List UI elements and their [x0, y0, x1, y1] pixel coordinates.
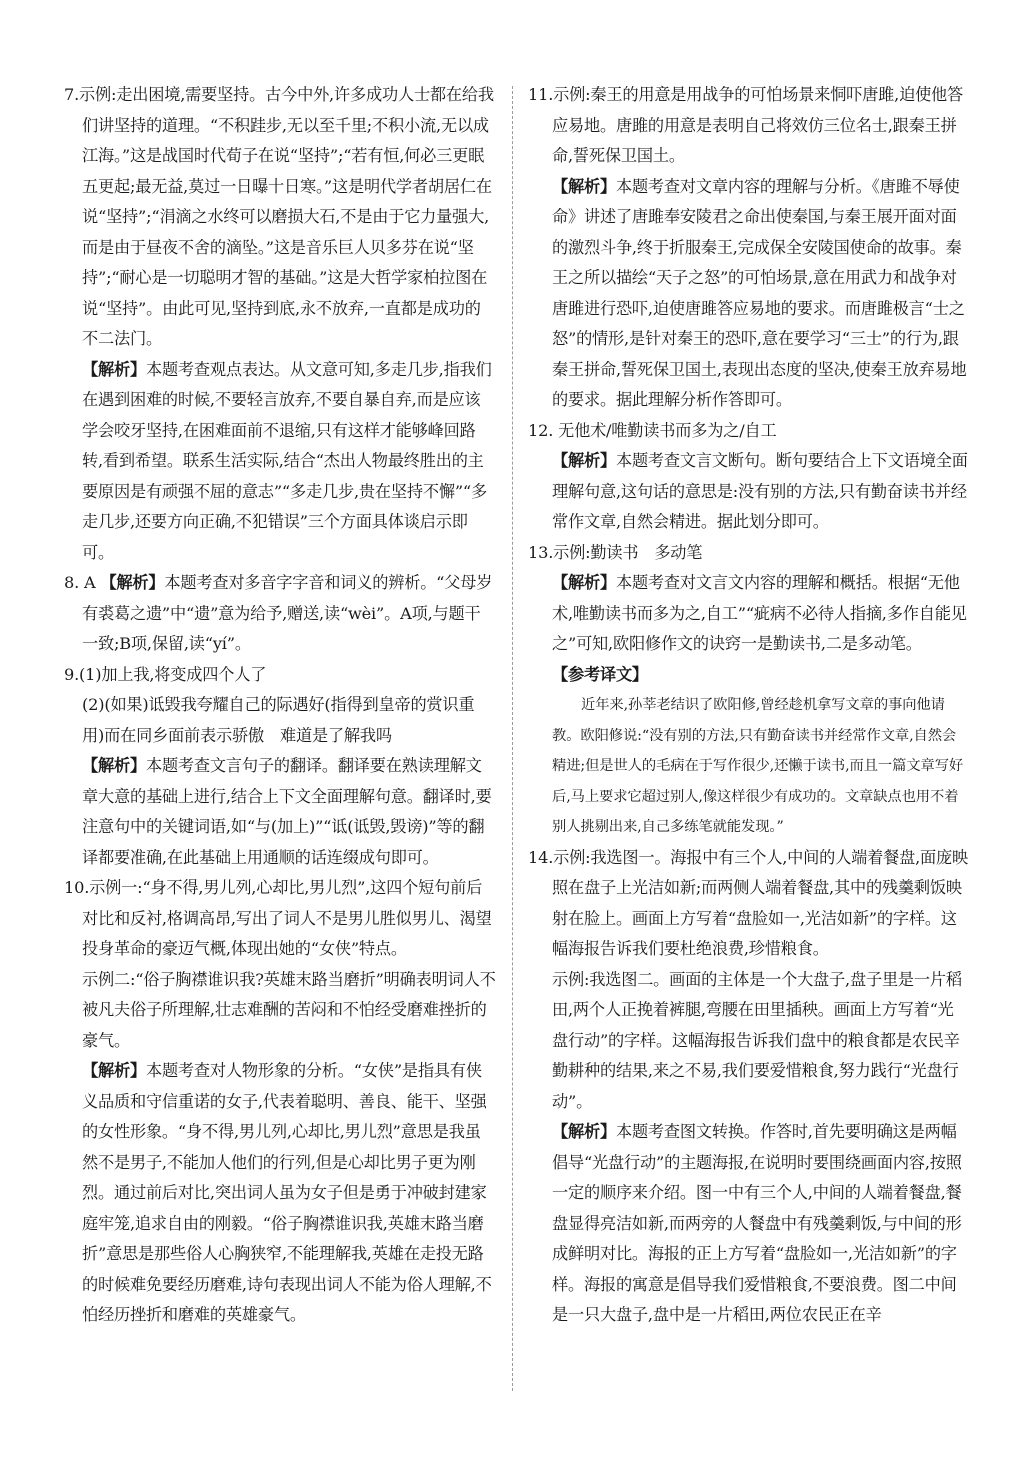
answer-7-analysis — [64, 355, 496, 569]
answer-8 — [64, 568, 496, 660]
answer-12-analysis — [528, 446, 968, 538]
analysis-text: 本题考查对文章内容的理解与分析。《唐雎不辱使命》讲述了唐雎奉安陵君之命出使秦国,与秦王展开面对面的激烈斗争,终于折服秦王,完成保全安陵国使命的故事。秦王之所以描绘“天子之怒”的可怕场景,意在用武力和战争对唐雎进行恐吓,迫使唐雎答应易地的要求。而唐雎极言“士之怒”的情形,是针对秦王的恐吓,意在要学习“三士”的行为,跟秦王拼命,誓死保卫国土,表现出态度的坚决,使秦王放弃易地的要求。据此理解分析作答即可。 — [552, 176, 967, 409]
translation-title: 【参考译文】 — [552, 664, 648, 684]
answer-11 — [528, 80, 968, 416]
analysis-text: 本题考查观点表达。从文意可知,多走几步,指我们在遇到困难的时候,不要轻言放弃,不要自暴自弃,而是应该学会咬牙坚持,在困难面前不退缩,只有这样才能够峰回路转,看到希望。联系生活实际,结合“杰出人物最终胜出的主要原因是有顽强不屈的意志”“多走几步,贵在坚持不懈”“多走几步,还要方向正确,不犯错误”三个方面具体谈启示即可。 — [82, 359, 492, 562]
translation-text: 近年来,孙莘老结识了欧阳修,曾经趁机拿写文章的事向他请教。欧阳修说:“没有别的方法,只有勤奋读书并经常作文章,自然会精进;但是世人的毛病在于写作很少,还懒于读书,而且一篇文章写好后,马上要求它超过别人,像这样很少有成功的。文章缺点也用不着别人挑剔出来,自己多练笔就能发现。” — [552, 697, 964, 835]
answer-9 — [64, 660, 496, 874]
answer-9-line1: 9.(1)加上我,将变成四个人了 — [64, 664, 267, 684]
analysis-text: 本题考查对人物形象的分析。“女侠”是指具有侠义品质和守信重诺的女子,代表着聪明、善良、能干、坚强的女性形象。“身不得,男儿列,心却比,男儿烈”意思是我虽然不是男子,不能加人他们的行列,但是心却比男子更为刚烈。通过前后对比,突出词人虽为女子但是勇于冲破封建家庭牢笼,追求自由的刚毅。“俗子胸襟谁识我,英雄末路当磨折”意思是那些俗人心胸狭窄,不能理解我,英雄在走投无路的时候难免要经历磨难,诗句表现出词人不能为俗人理解,不怕经历挫折和磨难的英雄豪气。 — [82, 1061, 492, 1324]
answer-10 — [64, 873, 496, 1331]
answer-14 — [528, 843, 968, 1331]
answer-11-analysis — [528, 172, 968, 416]
answer-14-example2: 示例:我选图二。画面的主体是一个大盘子,盘子里是一片稻田,两个人正挽着裤腿,弯腰在田里插秧。画面上方写着“光盘行动”的字样。这幅海报告诉我们盘中的粮食都是农民辛勤耕种的结果,来之不易,我们要爱惜粮食,努力践行“光盘行动”。 — [552, 969, 962, 1111]
answer-9-analysis — [64, 751, 496, 873]
answer-10-example1: 10.示例一:“身不得,男儿列,心却比,男儿烈”,这四个短句前后对比和反衬,格调高昂,写出了词人不是男儿胜似男儿、渴望投身革命的豪迈气概,体现出她的“女侠”特点。 — [64, 878, 492, 958]
answer-10-example2: 示例二:“俗子胸襟谁识我?英雄末路当磨折”明确表明词人不被凡夫俗子所理解,壮志难酬的苦闷和不怕经受磨难挫折的豪气。 — [82, 969, 496, 1050]
analysis-tag: 【解析】 — [552, 451, 616, 470]
analysis-text: 本题考查文言文断句。断句要结合上下文语境全面理解句意,这句话的意思是:没有别的方法,只有勤奋读书并经常作文章,自然会精进。据此划分即可。 — [552, 451, 968, 531]
analysis-tag: 【解析】 — [82, 1061, 146, 1080]
answer-11-text: 11.示例:秦王的用意是用战争的可怕场景来恫吓唐雎,迫使他答应易地。唐雎的用意是表明自己将效仿三位名士,跟秦王拼命,誓死保卫国土。 — [528, 85, 964, 165]
left-column — [64, 80, 496, 1331]
analysis-text: 本题考查对多音字字音和词义的辨析。“父母岁有裘葛之遗”中“遗”意为给予,赠送,读“wèi”。A项,与题干一致;B项,保留,读“yí”。 — [82, 573, 493, 653]
answer-7-text: 7.示例:走出困境,需要坚持。古今中外,许多成功人士都在给我们讲坚持的道理。“不积跬步,无以至千里;不积小流,无以成江海。”这是战国时代荀子在说“坚持”;“若有恒,何必三更眠五更起;最无益,莫过一日曝十日寒。”这是明代学者胡居仁在说“坚持”;“涓滴之水终可以磨损大石,不是由于它力量强大,而是由于昼夜不舍的滴坠。”这是音乐巨人贝多芬在说“坚持”;“耐心是一切聪明才智的基础。”这是大哲学家柏拉图在说“坚持”。由此可见,坚持到底,永不放弃,一直都是成功的不二法门。 — [64, 85, 494, 348]
answer-13 — [528, 538, 968, 843]
answer-12 — [528, 416, 968, 538]
analysis-text: 本题考查对文言文内容的理解和概括。根据“无他术,唯勤读书而多为之,自工”“疵病不必待人指摘,多作自能见之”可知,欧阳修作文的诀窍一是勤读书,二是多动笔。 — [552, 573, 967, 653]
right-column — [528, 80, 968, 1331]
answer-14-analysis — [528, 1117, 968, 1331]
answer-9-line2-text: (2)(如果)诋毁我夸耀自己的际遇好(指得到皇帝的赏识重用)而在同乡面前表示骄傲 难道是了解我吗 — [82, 695, 475, 745]
answer-14-example1: 14.示例:我选图一。海报中有三个人,中间的人端着餐盘,面庞映照在盘子上光洁如新;而两侧人端着餐盘,其中的残羹剩饭映射在脸上。画面上方写着“盘脸如一,光洁如新”的字样。这幅海报告诉我们要杜绝浪费,珍惜粮食。 — [528, 847, 968, 958]
answer-13-analysis — [528, 568, 968, 660]
analysis-text: 本题考查图文转换。作答时,首先要明确这是两幅倡导“光盘行动”的主题海报,在说明时要围绕画面内容,按照一定的顺序来介绍。图一中有三个人,中间的人端着餐盘,餐盘显得亮洁如新,而两旁的人餐盘中有残羹剩饭,与中间的形成鲜明对比。海报的正上方写着“盘脸如一,光洁如新”的字样。海报的寓意是倡导我们爱惜粮食,不要浪费。图二中间是一只大盘子,盘中是一片稻田,两位农民正在辛 — [552, 1122, 962, 1324]
analysis-tag: 【解析】 — [552, 573, 616, 592]
analysis-tag: 【解析】 — [552, 176, 616, 196]
analysis-tag: 【解析】 — [82, 756, 146, 775]
analysis-text: 本题考查文言句子的翻译。翻译要在熟读理解文章大意的基础上进行,结合上下文全面理解句意。翻译时,要注意句中的关键词语,如“与(加上)”“诋(诋毁,毁谤)”等的翻译都要准确,在此基础上用通顺的话连缀成句即可。 — [82, 756, 492, 867]
answer-9-line2 — [64, 690, 496, 751]
analysis-tag: 【解析】 — [82, 359, 146, 379]
answer-8-text — [64, 568, 496, 660]
answer-12-text: 12. 无他术/唯勤读书而多为之/自工 — [528, 420, 777, 440]
answer-13-text: 13.示例:勤读书 多动笔 — [528, 542, 703, 562]
answer-8-choice: 8. A — [64, 573, 101, 592]
answer-7 — [64, 80, 496, 568]
answer-10-analysis — [64, 1056, 496, 1331]
column-divider — [512, 86, 513, 1391]
analysis-tag: 【解析】 — [552, 1122, 616, 1141]
analysis-tag: 【解析】 — [100, 573, 165, 592]
